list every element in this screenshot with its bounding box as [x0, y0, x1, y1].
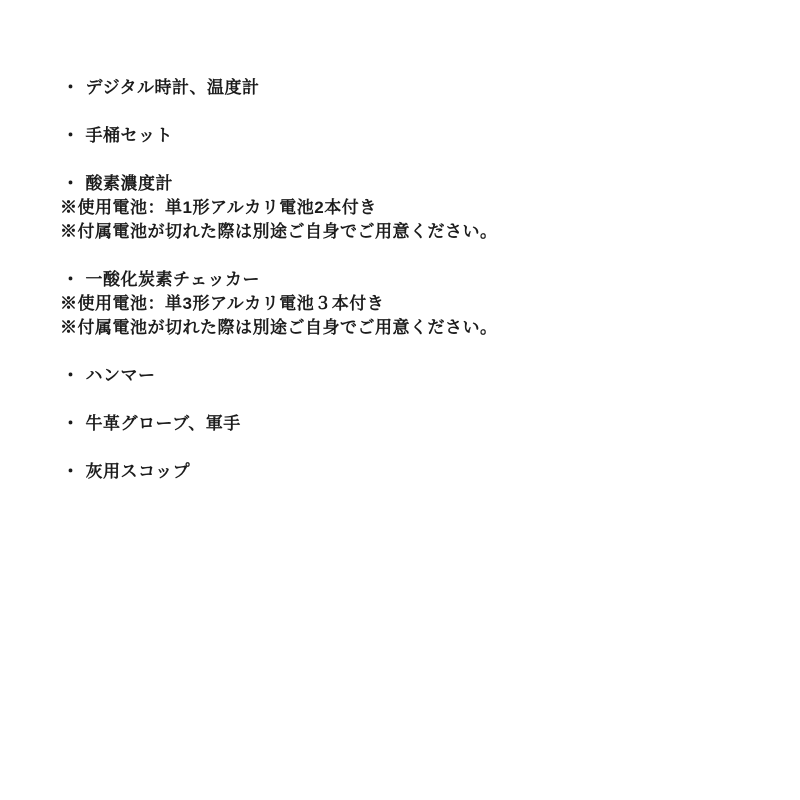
list-item [60, 364, 760, 388]
item-text: 酸素濃度計 [85, 174, 173, 193]
item-note-battery-disclaimer: ※付属電池が切れた際は別途ご自身でご用意ください。 [60, 318, 498, 337]
item-note-battery-type: ※使用電池：単3形アルカリ電池３本付き [60, 294, 385, 313]
bullet-marker: ・ [62, 366, 80, 385]
list-item [60, 460, 760, 484]
list-item [60, 172, 760, 196]
item-note-battery-disclaimer: ※付属電池が切れた際は別途ご自身でご用意ください。 [60, 222, 498, 241]
item-text: ハンマー [85, 366, 156, 385]
list-item [60, 76, 760, 100]
included-items-list [60, 76, 760, 484]
bullet-marker: ・ [62, 126, 80, 145]
bullet-marker: ・ [62, 270, 80, 289]
item-text: 一酸化炭素チェッカー [85, 270, 260, 289]
bullet-marker: ・ [62, 78, 80, 97]
list-item [60, 412, 760, 436]
item-text: 牛革グローブ、軍手 [85, 414, 241, 433]
item-text: 灰用スコップ [85, 462, 191, 481]
item-note-battery-type: ※使用電池：単1形アルカリ電池2本付き [60, 198, 377, 217]
bullet-marker: ・ [62, 414, 80, 433]
list-item [60, 124, 760, 148]
item-text: デジタル時計、温度計 [85, 78, 260, 97]
item-text: 手桶セット [85, 126, 173, 145]
list-item [60, 268, 760, 292]
bullet-marker: ・ [62, 174, 80, 193]
bullet-marker: ・ [62, 462, 80, 481]
